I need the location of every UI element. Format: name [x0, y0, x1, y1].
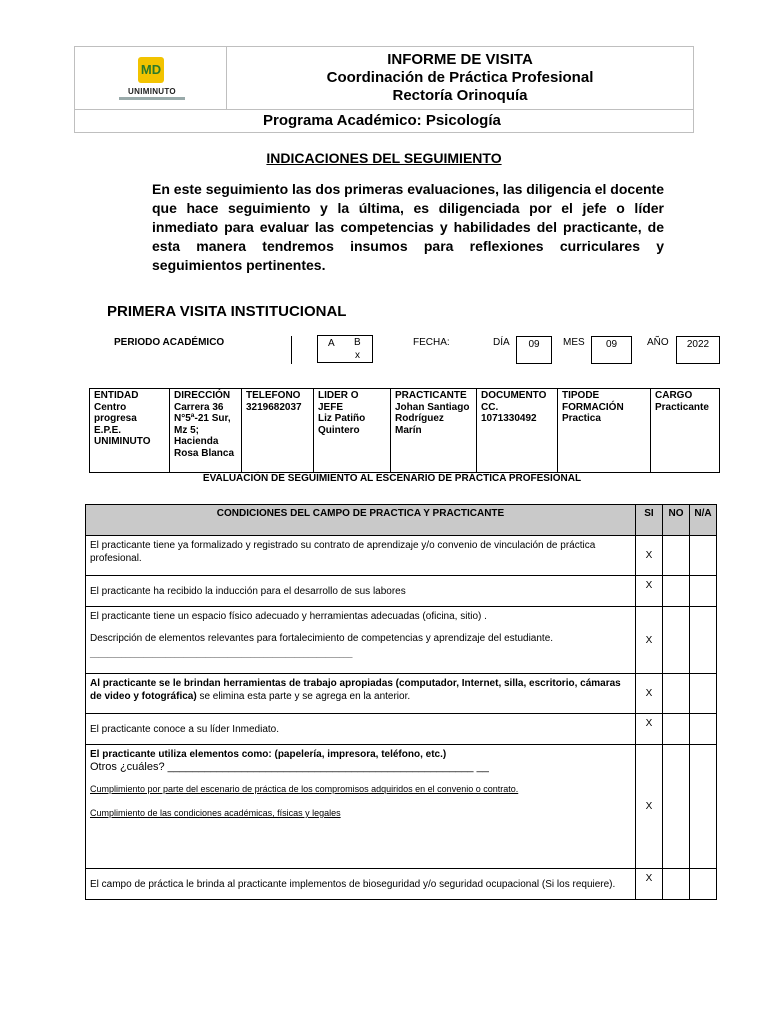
- col-header-no: NO: [663, 505, 690, 536]
- day-label: DÍA: [493, 337, 510, 348]
- date-label: FECHA:: [413, 337, 450, 348]
- info-cell-entidad: ENTIDAD Centro progresa E.P.E. UNIMINUTO: [90, 389, 170, 473]
- col-header-condition: CONDICIONES DEL CAMPO DE PRACTICA Y PRACTICANTE: [86, 505, 636, 536]
- row-text: El practicante ha recibido la inducción para el desarrollo de sus labores: [86, 576, 636, 607]
- row-si-mark: X: [636, 869, 663, 900]
- info-cell-tipo: TIPODE FORMACIÓN Practica: [558, 389, 651, 473]
- col-header-na: N/A: [690, 505, 717, 536]
- row-underlined-1: Cumplimiento por parte del escenario de práctica de los compromisos adquiridos en el convenio o contrato.: [90, 784, 519, 794]
- row-text: El campo de práctica le brinda al practicante implementos de bioseguridad y/o seguridad ocupacional (Si los requiere).: [86, 869, 636, 900]
- visit-title: PRIMERA VISITA INSTITUCIONAL: [107, 303, 347, 320]
- info-table: [89, 388, 720, 473]
- row-bold-text: Al practicante se le brindan herramientas de trabajo apropiadas (computador, Internet, silla, escritorio, cámaras de video y fotográfica): [90, 678, 621, 702]
- info-cell-cargo: CARGO Practicante: [651, 389, 720, 473]
- row-no-cell: [663, 576, 690, 607]
- row-si-mark: X: [636, 714, 663, 745]
- document-header: [74, 46, 694, 133]
- row-subtext: Descripción de elementos relevantes para fortalecimiento de competencias y aprendizaje del estudiante.: [90, 633, 554, 644]
- header-titles: [227, 51, 693, 105]
- indications-text: En este seguimiento las dos primeras evaluaciones, las diligencia el docente que hace seguimiento y la última, es diligenciada por el jefe o líder inmediato para evaluar las competencias y habilidades del practicante, de esta manera tendremos insumos para reflexiones curriculares y seguimientos pertinentes.: [152, 181, 664, 273]
- period-label: PERIODO ACADÉMICO: [114, 337, 225, 348]
- row-si-mark: X: [636, 745, 663, 869]
- table-row: [86, 714, 717, 745]
- info-cell-documento: DOCUMENTO CC. 1071330492: [477, 389, 558, 473]
- info-cell-lider: LIDER O JEFE Liz Patiño Quintero: [314, 389, 391, 473]
- row-si-mark: X: [636, 674, 663, 714]
- period-mark: x: [355, 350, 360, 361]
- row-text: El practicante conoce a su líder Inmediato.: [86, 714, 636, 745]
- row-si-mark: X: [636, 607, 663, 674]
- indications-title: INDICACIONES DEL SEGUIMIENTO: [266, 150, 502, 166]
- coordination-title: Coordinación de Práctica Profesional: [326, 69, 594, 86]
- period-a: A: [328, 338, 335, 349]
- row-no-cell: [663, 714, 690, 745]
- year-label: AÑO: [647, 337, 669, 348]
- row-blank-line: ___________________________________________________________: [90, 649, 353, 658]
- table-row: [86, 576, 717, 607]
- report-title: INFORME DE VISITA: [387, 51, 533, 68]
- evaluation-caption: EVALUACIÓN DE SEGUIMIENTO AL ESCENARIO DE PRÁCTICA PROFESIONAL: [202, 473, 582, 484]
- period-divider: [291, 336, 292, 364]
- uniminuto-logo: [117, 55, 187, 103]
- row-no-cell: [663, 536, 690, 576]
- row-no-cell: [663, 869, 690, 900]
- row-text-block: [86, 674, 636, 714]
- row-text: El practicante tiene ya formalizado y registrado su contrato de aprendizaje y/o convenio de vinculación de práctica profesional.: [86, 536, 636, 576]
- logo-mark: MD: [138, 57, 164, 83]
- program-row: [75, 109, 693, 133]
- row-no-cell: [663, 745, 690, 869]
- row-otros-label: Otros ¿cuáles?: [90, 761, 165, 773]
- row-otros: [90, 761, 631, 774]
- evaluation-table: [85, 504, 717, 900]
- info-cell-practicante: PRACTICANTE Johan Santiago Rodríguez Marín: [391, 389, 477, 473]
- table-row: [86, 745, 717, 869]
- row-si-mark: X: [636, 536, 663, 576]
- logo-cell: [75, 47, 227, 109]
- col-header-si: SI: [636, 505, 663, 536]
- row-no-cell: [663, 607, 690, 674]
- rectory-title: Rectoría Orinoquía: [392, 87, 528, 104]
- info-cell-direccion: DIRECCIÓN Carrera 36 N°5ª-21 Sur, Mz 5; Hacienda Rosa Blanca: [170, 389, 242, 473]
- row-si-mark: X: [636, 576, 663, 607]
- row-bold-text: El practicante utiliza elementos como: (papelería, impresora, teléfono, etc.): [90, 749, 447, 760]
- info-cell-telefono: TELEFONO 3219682037: [242, 389, 314, 473]
- period-b: B: [354, 337, 361, 348]
- row-no-cell: [663, 674, 690, 714]
- row-na-cell: [690, 536, 717, 576]
- table-row: [86, 536, 717, 576]
- period-box: [317, 335, 373, 363]
- row-na-cell: [690, 576, 717, 607]
- row-text: El practicante tiene un espacio físico adecuado y herramientas adecuadas (oficina, sitio) .: [90, 611, 487, 622]
- row-text-block: [86, 745, 636, 869]
- row-na-cell: [690, 869, 717, 900]
- row-text: se elimina esta parte y se agrega en la anterior.: [196, 691, 411, 702]
- month-label: MES: [563, 337, 585, 348]
- table-row: [86, 607, 717, 674]
- row-underlined-2: Cumplimiento de las condiciones académicas, físicas y legales: [90, 808, 341, 818]
- table-row: [86, 869, 717, 900]
- row-na-cell: [690, 607, 717, 674]
- row-otros-line: __________________________________________________ __: [167, 761, 489, 773]
- row-na-cell: [690, 745, 717, 869]
- day-value: 09: [516, 336, 552, 364]
- row-na-cell: [690, 674, 717, 714]
- program-label: Programa Académico: Psicología: [263, 112, 501, 129]
- row-na-cell: [690, 714, 717, 745]
- month-value: 09: [591, 336, 632, 364]
- year-value: 2022: [676, 336, 720, 364]
- row-text-block: [86, 607, 636, 674]
- logo-name: UNIMINUTO: [128, 87, 176, 96]
- logo-subtitle-line: [119, 97, 185, 100]
- table-row: [86, 674, 717, 714]
